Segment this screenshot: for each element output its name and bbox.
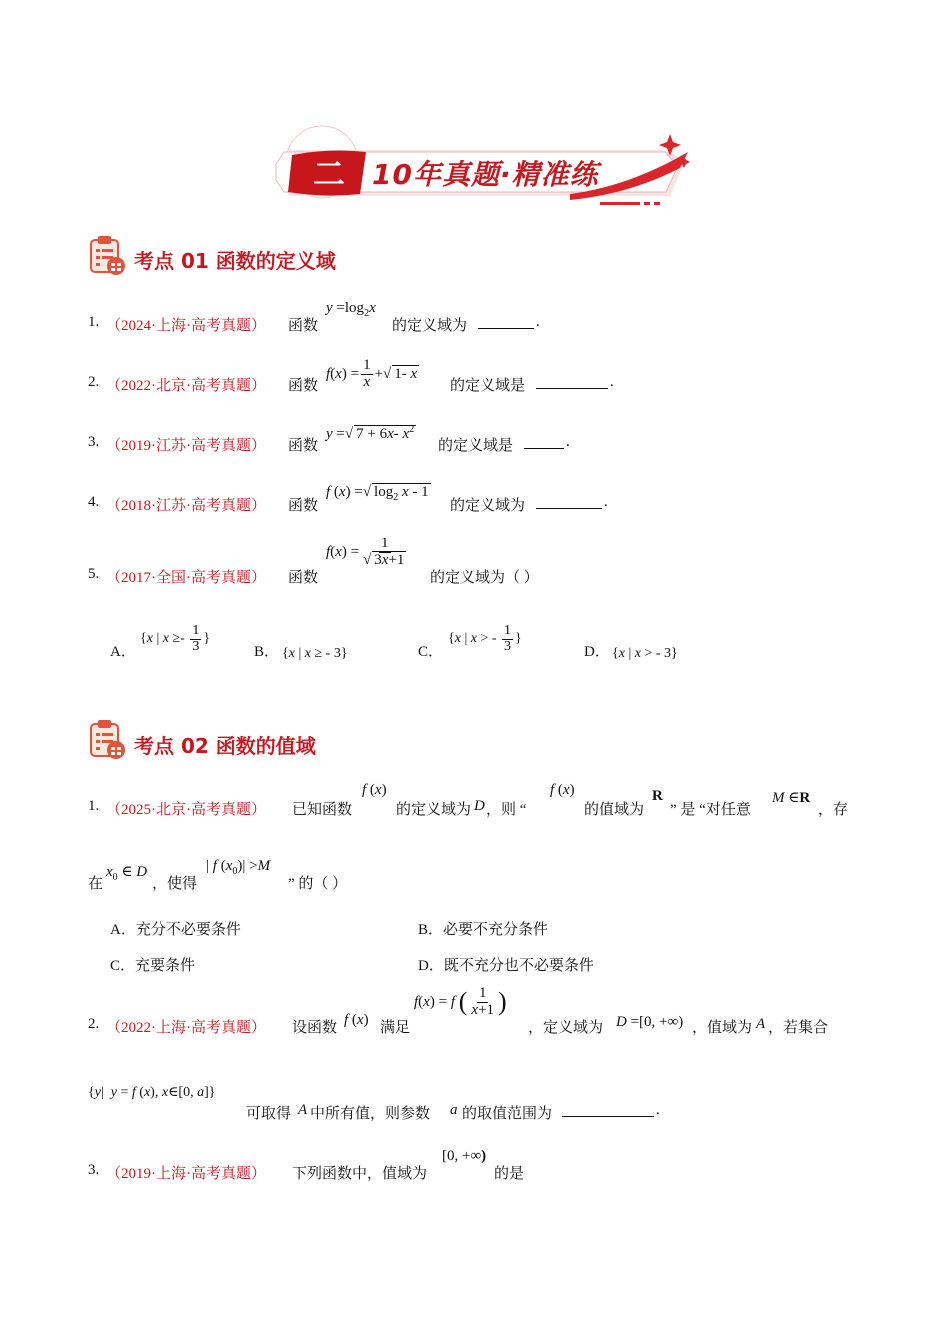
clipboard-icon — [88, 234, 128, 276]
option-d-set: {x | x > - 3} — [612, 646, 678, 661]
question-text: 函数 — [288, 318, 319, 334]
options-grid — [110, 918, 670, 978]
period: . — [610, 374, 614, 390]
formula-fx: f (x) — [362, 782, 387, 798]
answer-blank — [536, 494, 602, 509]
question-source: （2025·北京·高考真题） — [106, 802, 266, 818]
formula-abs-fx0-gt-M: | f $(x_0)| >M$ — [206, 858, 271, 877]
question-text: 已知函数 — [292, 802, 353, 818]
question-number: 3. — [88, 1162, 100, 1178]
question-text: 函数 — [288, 498, 319, 514]
formula-A: A — [298, 1102, 308, 1118]
question-text: 的值域为 — [584, 802, 645, 818]
question-text: 可取得 — [246, 1106, 292, 1122]
option-b-label: B． — [254, 644, 280, 660]
question-text: 的定义域是 — [438, 438, 514, 454]
option-c-label: C． — [418, 644, 444, 660]
section-header-2 — [88, 718, 488, 760]
question-text: 满足 — [380, 1020, 411, 1036]
question-2-1-cont — [88, 856, 488, 896]
option-c-set: { x | x > - $\frac{1}{3}$ } — [448, 623, 522, 654]
options-row — [110, 622, 730, 668]
formula-fx-log: f (x) =√ $\log_2 x - 1$ — [326, 484, 429, 503]
question-2-2 — [88, 986, 868, 1036]
clipboard-icon — [88, 718, 128, 760]
question-source: （2022·北京·高考真题） — [106, 378, 266, 394]
option-d-label: D． — [584, 644, 610, 660]
period: . — [536, 314, 540, 330]
question-number: 1. — [88, 314, 100, 330]
question-2-1 — [88, 780, 868, 820]
question-text: 的定义域是 — [450, 378, 526, 394]
section-title-2: 考点 02 函数的值域 — [134, 734, 316, 758]
option-c: C．充要条件 — [110, 958, 196, 974]
option-a-label: A． — [110, 644, 136, 660]
question-text: ，存 — [818, 802, 849, 818]
question-text: 下列函数中，值域为 — [292, 1166, 428, 1182]
question-number: 3. — [88, 434, 100, 450]
question-text: 在 — [88, 876, 104, 892]
formula-set: {y| y = f (x), x∈[0, a]} — [88, 1085, 216, 1100]
option-a-set: { x | x ≥- $\frac{1}{3}$ } — [140, 623, 211, 654]
question-text: 的定义域为 — [396, 802, 472, 818]
question-number: 2. — [88, 1016, 100, 1032]
formula-y-sqrt: y =√ 7 + 6x- $x^2$ — [326, 424, 415, 442]
question-2-2-cont — [88, 1080, 688, 1120]
answer-blank — [478, 314, 534, 329]
formula-R: R — [652, 788, 663, 804]
question-source: （2019·江苏·高考真题） — [106, 438, 266, 454]
banner-number-label: 二 — [312, 155, 345, 193]
formula-x0-in-D: $x_0$ ∈ D — [106, 864, 148, 883]
question-text: ，值域为 — [692, 1020, 753, 1036]
question-text: 设函数 — [292, 1020, 338, 1036]
question-2-3 — [88, 1146, 688, 1186]
question-source: （2018·江苏·高考真题） — [106, 498, 266, 514]
question-text: 的定义域为（ ） — [430, 570, 539, 586]
question-text: ” 的（ ） — [288, 876, 348, 892]
question-source: （2017·全国·高考真题） — [106, 570, 266, 586]
formula-y-log2-x: $y =\log_2x$ — [326, 300, 376, 319]
section-title-1: 考点 01 函数的定义域 — [134, 249, 336, 273]
question-text: 函数 — [288, 438, 319, 454]
option-b: B．必要不充分条件 — [418, 922, 549, 938]
formula-fx: f (x) — [344, 1012, 369, 1028]
formula-fx: f ( x ) = $\frac{1}{x}$ + √ 1- x — [326, 357, 418, 390]
formula-fx: f (x) — [550, 782, 575, 798]
question-text: ，使得 — [152, 876, 198, 892]
formula-D-domain: D =[0, +∞) — [616, 1014, 684, 1030]
question-source: （2022·上海·高考真题） — [106, 1020, 266, 1036]
question-text: 的定义域为 — [450, 498, 526, 514]
question-text: ，则 “ — [486, 802, 527, 818]
answer-blank — [524, 434, 564, 449]
question-number: 5. — [88, 566, 100, 582]
formula-fx-eq: f ( x ) = f ( $\frac{1}{x+1}$ ) — [414, 985, 507, 1018]
header-banner — [270, 122, 700, 214]
question-text: ” 是 “对任意 — [670, 802, 751, 818]
section-header-1 — [88, 234, 488, 276]
period: . — [656, 1102, 660, 1118]
question-source: （2024·上海·高考真题） — [106, 318, 266, 334]
answer-blank — [562, 1102, 654, 1117]
question-text: ，定义域为 — [528, 1020, 604, 1036]
period: . — [604, 494, 608, 510]
question-number: 4. — [88, 494, 100, 510]
question-source: （2019·上海·高考真题） — [106, 1166, 266, 1182]
option-a: A．充分不必要条件 — [110, 922, 241, 938]
formula-A: A — [756, 1016, 766, 1032]
option-b-set: {x | x ≥ - 3} — [282, 646, 348, 661]
option-d: D．既不充分也不必要条件 — [418, 958, 594, 974]
question-number: 2. — [88, 374, 100, 390]
question-number: 1. — [88, 798, 100, 814]
answer-blank — [536, 374, 608, 389]
banner-title: 10年真题·精准练 — [372, 158, 599, 191]
formula-D: D — [474, 798, 485, 814]
formula-a: a — [450, 1102, 458, 1118]
question-text: 的取值范围为 — [462, 1106, 553, 1122]
period: . — [566, 434, 570, 450]
formula-range: [0, +∞) — [442, 1148, 487, 1164]
formula-M-in-R: M ∈R — [772, 790, 811, 806]
question-text: 函数 — [288, 378, 319, 394]
question-text: 的定义域为 — [392, 318, 468, 334]
question-text: ，若集合 — [768, 1020, 829, 1036]
question-text: 的是 — [494, 1166, 525, 1182]
formula-fx-frac: f ( x ) = $\frac{1}{√ 3x+1}$ — [326, 535, 405, 568]
question-text: 中所有值，则参数 — [310, 1106, 431, 1122]
question-text: 函数 — [288, 570, 319, 586]
